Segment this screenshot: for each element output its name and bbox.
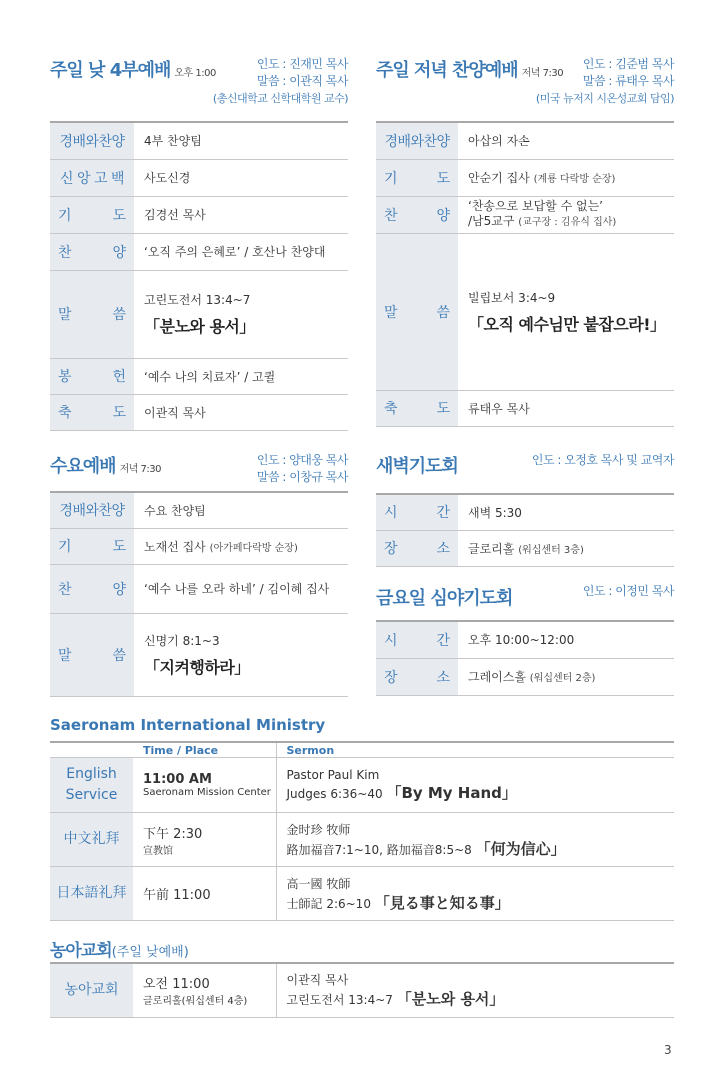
sermon-title: 「오직 예수님만 붙잡으라!」 xyxy=(468,314,666,334)
table-row xyxy=(376,621,674,658)
row-value: ‘예수 나를 오라 하네’ / 김이혜 집사 xyxy=(134,564,348,613)
scripture-ref: 빌립보서 3:4~9 xyxy=(468,290,556,305)
row-value xyxy=(458,233,674,390)
row-label: 찬 양 xyxy=(58,581,126,598)
dawn-table xyxy=(376,493,674,567)
hymn-line: /남5교구 (교구장 : 김유식 집사) xyxy=(468,214,617,228)
dawn-title: 새벽기도회 xyxy=(376,456,458,477)
table-row xyxy=(50,492,348,528)
row-label: 장 소 xyxy=(384,669,450,686)
fri-title: 금요일 심야기도회 xyxy=(376,588,513,609)
table-row xyxy=(50,233,348,270)
chinese-time-place: 下午 2:30 宣教馆 xyxy=(133,813,276,867)
row-label: 말 씀 xyxy=(384,304,450,321)
intl-table xyxy=(50,741,674,921)
fri-table xyxy=(376,620,674,696)
row-value: 4부 찬양팀 xyxy=(134,122,348,159)
intl-title: Saeronam International Ministry xyxy=(50,716,326,734)
sun4-title: 주일 낮 4부예배 xyxy=(50,60,171,81)
col-time-place: Time / Place xyxy=(133,742,276,758)
wed-leaders xyxy=(200,452,348,486)
table-row xyxy=(50,358,348,394)
farm-title-sub: (주일 낮예배) xyxy=(111,945,189,960)
col-sermon: Sermon xyxy=(276,742,674,758)
row-label: 신 앙 고 백 xyxy=(60,170,124,187)
sun4-table xyxy=(50,121,348,431)
sunEve-table xyxy=(376,121,674,427)
fri-leader: 인도 : 이정민 목사 xyxy=(582,584,674,598)
sunEve-preacher: 말씀 : 류태우 목사 xyxy=(582,74,674,88)
sunEve-affiliation: (미국 뉴저지 시온성교회 담임) xyxy=(535,92,674,105)
row-value: 아삽의 자손 xyxy=(458,122,674,159)
row-value: ‘오직 주의 은혜로’ / 호산나 찬양대 xyxy=(134,233,348,270)
row-value xyxy=(134,270,348,358)
sun4-affiliation: (총신대학교 신학대학원 교수) xyxy=(212,92,348,105)
row-label: 축 도 xyxy=(58,405,126,421)
row-value xyxy=(458,196,674,233)
table-row xyxy=(50,159,348,196)
table-row xyxy=(376,196,674,233)
sun4-heading xyxy=(50,56,216,82)
sunEve-leader: 인도 : 김준범 목사 xyxy=(582,57,674,71)
row-value: 류태우 목사 xyxy=(458,390,674,426)
sun4-time: 오후 1:00 xyxy=(174,68,216,79)
chinese-service-label: 中文礼拜 xyxy=(50,813,133,867)
english-service-label: English Service xyxy=(50,758,133,813)
row-label: 찬 양 xyxy=(384,207,450,224)
table-row xyxy=(376,233,674,390)
row-value: 수요 찬양팀 xyxy=(134,492,348,528)
sun4-leaders xyxy=(200,56,348,107)
table-row xyxy=(50,758,674,813)
row-label: 말 씀 xyxy=(58,307,126,323)
table-row xyxy=(376,658,674,695)
row-label: 봉 헌 xyxy=(58,369,126,385)
table-row xyxy=(50,528,348,564)
farm-time-place: 오전 11:00 글로리홀(워십센터 4층) xyxy=(133,963,276,1017)
table-row xyxy=(50,270,348,358)
row-value: 글로리홀 (워십센터 3층) xyxy=(458,530,674,566)
farm-heading xyxy=(50,936,189,961)
row-value: ‘예수 나의 치료자’ / 고퀼 xyxy=(134,358,348,394)
scripture-ref: 신명기 8:1~3 xyxy=(144,633,220,648)
japanese-time: 午前 11:00 xyxy=(133,867,276,921)
english-sermon: Pastor Paul Kim Judges 6:36~40 「By My Hand」 xyxy=(276,758,674,813)
table-row xyxy=(376,494,674,530)
sunEve-title: 주일 저녁 찬양예배 xyxy=(376,60,518,81)
wed-heading xyxy=(50,452,161,478)
row-value: 그레이스홀 (워십센터 2층) xyxy=(458,658,674,695)
farm-sermon: 이관직 목사 고린도전서 13:4~7 「분노와 용서」 xyxy=(276,963,674,1017)
wed-preacher: 말씀 : 이창규 목사 xyxy=(256,470,348,484)
table-row xyxy=(50,122,348,159)
table-row xyxy=(50,867,674,921)
dawn-leader: 인도 : 오정호 목사 및 교역자 xyxy=(531,453,674,467)
row-value: 오후 10:00~12:00 xyxy=(458,621,674,658)
row-label: 말 씀 xyxy=(58,647,126,664)
table-row xyxy=(50,394,348,430)
row-label: 축 도 xyxy=(384,401,450,417)
row-label: 경배와찬양 xyxy=(384,133,450,150)
intl-header-row xyxy=(50,742,674,758)
row-value: 이관직 목사 xyxy=(134,394,348,430)
japanese-service-label: 日本語礼拜 xyxy=(50,867,133,921)
row-label: 시 간 xyxy=(384,505,450,522)
table-row xyxy=(50,963,674,1017)
hymn-line: ‘찬송으로 보답할 수 없는’ xyxy=(468,199,603,213)
row-label: 장 소 xyxy=(384,541,450,557)
header-empty xyxy=(50,742,133,758)
table-row xyxy=(50,564,348,613)
farm-title: 농아교회 xyxy=(50,941,112,961)
sun4-leader: 인도 : 진재민 목사 xyxy=(256,57,348,71)
english-time-place: 11:00 AM Saeronam Mission Center xyxy=(133,758,276,813)
row-label: 경배와찬양 xyxy=(59,503,125,520)
table-row xyxy=(50,613,348,696)
page-number: 3 xyxy=(664,1043,672,1057)
row-value: 노재선 집사 (아가페다락방 순장) xyxy=(134,528,348,564)
row-label: 찬 양 xyxy=(58,244,126,261)
table-row xyxy=(376,530,674,566)
row-value: 안순기 집사 (계룡 다락방 순장) xyxy=(458,159,674,196)
row-label: 기 도 xyxy=(58,539,126,555)
table-row xyxy=(50,813,674,867)
farm-label: 농아교회 xyxy=(50,963,133,1017)
wed-leader: 인도 : 양대웅 목사 xyxy=(256,453,348,467)
chinese-sermon: 金时珍 牧师 路加福音7:1~10, 路加福音8:5~8 「何为信心」 xyxy=(276,813,674,867)
wed-title: 수요예배 xyxy=(50,456,116,477)
row-value: 김경선 목사 xyxy=(134,196,348,233)
farm-table xyxy=(50,962,674,1018)
sun4-preacher: 말씀 : 이관직 목사 xyxy=(256,74,348,88)
sunEve-time: 저녁 7:30 xyxy=(521,68,564,79)
table-row xyxy=(376,122,674,159)
scripture-ref: 고린도전서 13:4~7 xyxy=(144,293,251,307)
table-row xyxy=(50,196,348,233)
sermon-title: 「분노와 용서」 xyxy=(144,317,255,336)
row-label: 기 도 xyxy=(58,207,126,224)
row-label: 기 도 xyxy=(384,170,450,187)
row-value: 사도신경 xyxy=(134,159,348,196)
row-label: 경배와찬양 xyxy=(59,133,125,150)
wed-table xyxy=(50,491,348,697)
row-value xyxy=(134,613,348,696)
japanese-sermon: 高一國 牧師 士師記 2:6~10 「見る事と知る事」 xyxy=(276,867,674,921)
table-row xyxy=(376,390,674,426)
table-row xyxy=(376,159,674,196)
sermon-title: 「지켜행하라」 xyxy=(144,657,250,677)
row-label: 시 간 xyxy=(384,632,450,649)
row-value: 새벽 5:30 xyxy=(458,494,674,530)
sunEve-leaders xyxy=(520,56,674,107)
wed-time: 저녁 7:30 xyxy=(119,464,162,475)
